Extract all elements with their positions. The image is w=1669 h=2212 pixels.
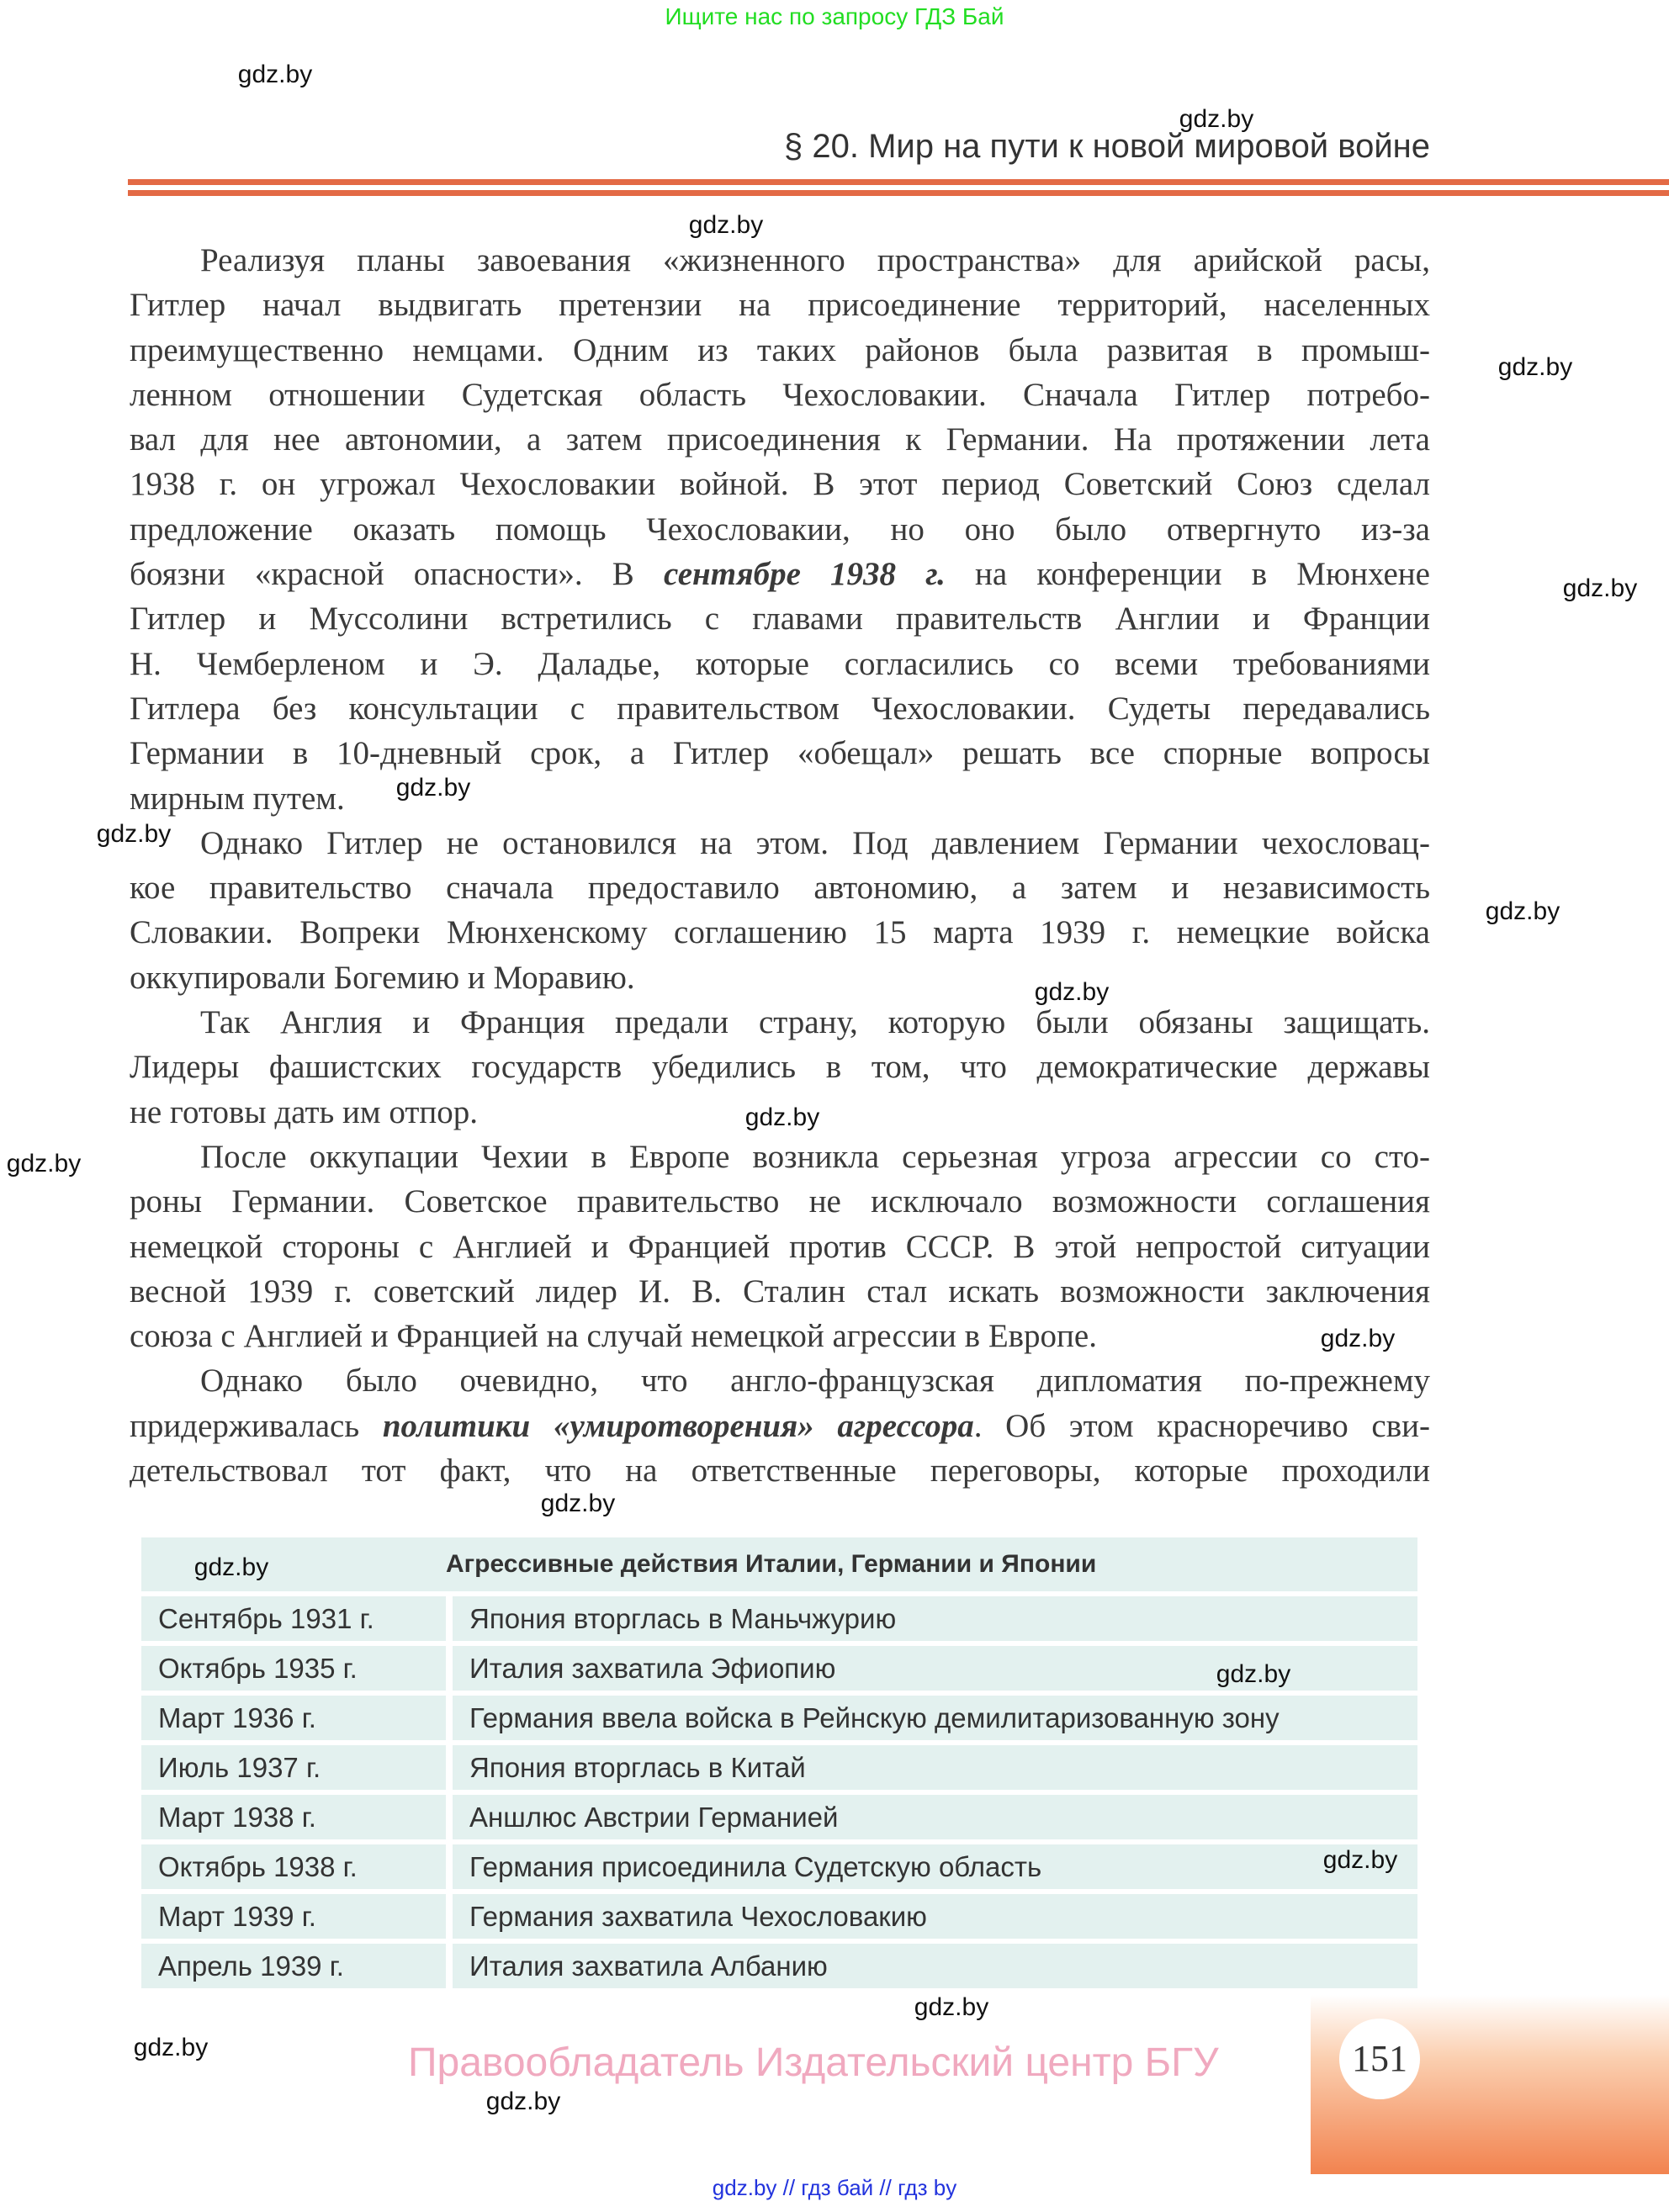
text-segment: союза с Англией и Францией на случай немецкой агрессии в Европе.: [130, 1318, 1097, 1355]
text-segment: вал для нее автономии, а затем присоединения к Германии. На протяжении лета: [130, 421, 1430, 458]
site-watermark: gdz.by: [133, 2034, 209, 2061]
event-description: Япония вторглась в Китай: [453, 1745, 1417, 1790]
text-line: [130, 507, 1430, 552]
text-segment: Германии в 10-дневный срок, а Гитлер «обещал» решать все спорные вопросы: [130, 735, 1430, 772]
text-segment: Лидеры фашистских государств убедились в том, что демократические державы: [130, 1049, 1430, 1086]
text-segment: на конференции в Мюнхене: [945, 556, 1430, 593]
event-date: Март 1938 г.: [141, 1795, 453, 1839]
site-watermark: gdz.by: [914, 1993, 989, 2021]
text-segment: мирным путем.: [130, 780, 345, 817]
header-rule-bottom: [128, 190, 1669, 196]
site-watermark: gdz.by: [1034, 978, 1110, 1006]
site-watermark: gdz.by: [1216, 1660, 1291, 1688]
text-line: [130, 283, 1430, 327]
text-segment: преимущественно немцами. Одним из таких районов была развитая в промыш-: [130, 331, 1430, 368]
site-watermark: gdz.by: [1322, 1846, 1398, 1874]
text-line: [130, 1225, 1430, 1269]
site-watermark: gdz.by: [1320, 1325, 1396, 1352]
event-description: Аншлюс Австрии Германией: [453, 1795, 1417, 1839]
text-segment: Н. Чемберленом и Э. Даладье, которые согласились со всеми требованиями: [130, 645, 1430, 682]
event-date: Октябрь 1935 г.: [141, 1646, 453, 1691]
text-line: [130, 865, 1430, 910]
site-watermark: gdz.by: [6, 1150, 82, 1177]
text-segment: кое правительство сначала предоставило автономию, а затем и независимость: [130, 870, 1430, 907]
emphasized-term: политики «умиротворения» агрессора: [382, 1407, 974, 1444]
text-line: [130, 1448, 1430, 1493]
site-watermark: gdz.by: [1179, 105, 1254, 133]
text-line: [130, 462, 1430, 506]
text-segment: придерживалась: [130, 1407, 383, 1444]
event-date: Март 1939 г.: [141, 1894, 453, 1939]
body-text: [130, 238, 1430, 1493]
text-segment: . Об этом красноречиво сви-: [973, 1407, 1430, 1444]
event-description: Италия захватила Албанию: [453, 1944, 1417, 1988]
text-segment: предложение оказать помощь Чехословакии, но оно было отвергнуто из-за: [130, 511, 1430, 548]
text-line: [130, 417, 1430, 462]
text-line: [130, 373, 1430, 417]
text-line: [130, 686, 1430, 731]
site-watermark: gdz.by: [96, 820, 172, 848]
text-line: [130, 642, 1430, 686]
text-segment: ленном отношении Судетская область Чехословакии. Сначала Гитлер потребо-: [130, 376, 1430, 413]
text-line: [130, 1358, 1430, 1403]
text-segment: Так Англия и Франция предали страну, которую были обязаны защищать.: [200, 1004, 1430, 1041]
event-description: Германия присоединила Судетскую область: [453, 1844, 1417, 1889]
copyright-watermark: Правообладатель Издательский центр БГУ: [408, 2040, 1219, 2085]
table-row: [141, 1696, 1417, 1740]
table-row: [141, 1795, 1417, 1839]
site-watermark: gdz.by: [485, 2088, 561, 2115]
text-segment: Однако Гитлер не остановился на этом. Под давлением Германии чехословац-: [200, 824, 1430, 861]
page-number: 151: [1339, 2019, 1420, 2099]
text-segment: немецкой стороны с Англией и Францией против СССР. В этой непростой ситуации: [130, 1228, 1430, 1265]
text-line: [130, 1179, 1430, 1224]
site-watermark: gdz.by: [1562, 574, 1638, 602]
event-date: Октябрь 1938 г.: [141, 1844, 453, 1889]
text-segment: 1938 г. он угрожал Чехословакии войной. В этот период Советский Союз сделал: [130, 466, 1430, 503]
text-segment: Гитлер и Муссолини встретились с главами правительств Англии и Франции: [130, 601, 1430, 638]
table-title: Агрессивные действия Италии, Германии и Японии: [141, 1537, 1417, 1591]
table-row: [141, 1894, 1417, 1939]
event-date: Март 1936 г.: [141, 1696, 453, 1740]
table-row: [141, 1745, 1417, 1790]
site-watermark: gdz.by: [395, 774, 471, 802]
text-segment: боязни «красной опасности». В: [130, 556, 664, 593]
text-segment: Словакии. Вопреки Мюнхенскому соглашению 15 марта 1939 г. немецкие войска: [130, 914, 1430, 951]
event-description: Германия ввела войска в Рейнскую демилитаризованную зону: [453, 1696, 1417, 1740]
text-line: [130, 1000, 1430, 1045]
chapter-title: § 20. Мир на пути к новой мировой войне: [783, 128, 1430, 165]
text-segment: роны Германии. Советское правительство не исключало возможности соглашения: [130, 1183, 1430, 1220]
text-segment: не готовы дать им отпор.: [130, 1093, 479, 1130]
text-segment: Однако было очевидно, что англо-французская дипломатия по-прежнему: [200, 1363, 1430, 1400]
text-line: [130, 1045, 1430, 1089]
table-row: [141, 1844, 1417, 1889]
text-line: [130, 596, 1430, 641]
site-watermark: gdz.by: [744, 1103, 820, 1131]
text-segment: После оккупации Чехии в Европе возникла серьезная угроза агрессии со сто-: [200, 1138, 1430, 1175]
text-line: [130, 910, 1430, 955]
header-rule-top: [128, 179, 1669, 185]
text-line: [130, 552, 1430, 596]
text-line: [130, 1135, 1430, 1179]
event-description: Япония вторглась в Маньчжурию: [453, 1596, 1417, 1641]
site-watermark: gdz.by: [193, 1553, 269, 1581]
event-description: Италия захватила Эфиопию: [453, 1646, 1417, 1691]
text-line: [130, 731, 1430, 775]
text-segment: весной 1939 г. советский лидер И. В. Сталин стал искать возможности заключения: [130, 1273, 1430, 1310]
event-date: Июль 1937 г.: [141, 1745, 453, 1790]
emphasized-term: сентябре 1938 г.: [663, 556, 946, 593]
text-line: [130, 955, 1430, 1000]
text-segment: Гитлер начал выдвигать претензии на присоединение территорий, населенных: [130, 287, 1430, 324]
text-line: [130, 1404, 1430, 1448]
table-row: [141, 1944, 1417, 1988]
text-segment: оккупировали Богемию и Моравию.: [130, 959, 635, 996]
event-date: Апрель 1939 г.: [141, 1944, 453, 1988]
text-segment: детельствовал тот факт, что на ответственные переговоры, которые проходили: [130, 1453, 1430, 1490]
text-line: [130, 821, 1430, 865]
site-watermark: gdz.by: [688, 211, 764, 239]
event-description: Германия захватила Чехословакию: [453, 1894, 1417, 1939]
text-segment: Гитлера без консультации с правительством Чехословакии. Судеты передавались: [130, 690, 1430, 727]
site-watermark: gdz.by: [1485, 897, 1560, 925]
site-watermark: gdz.by: [237, 61, 313, 88]
aggression-table: [141, 1532, 1417, 1993]
search-banner[interactable]: Ищите нас по запросу ГДЗ Бай: [665, 3, 1004, 29]
site-watermark: gdz.by: [1497, 353, 1573, 381]
site-watermark: gdz.by: [540, 1490, 616, 1517]
table-row: [141, 1596, 1417, 1641]
text-segment: Реализуя планы завоевания «жизненного пространства» для арийской расы,: [200, 242, 1430, 278]
footer-links[interactable]: gdz.by // гдз бай // гдз by: [712, 2175, 957, 2200]
text-line: [130, 1314, 1430, 1358]
text-line: [130, 328, 1430, 373]
text-line: [130, 776, 1430, 821]
text-line: [130, 1269, 1430, 1314]
text-line: [130, 238, 1430, 283]
event-date: Сентябрь 1931 г.: [141, 1596, 453, 1641]
